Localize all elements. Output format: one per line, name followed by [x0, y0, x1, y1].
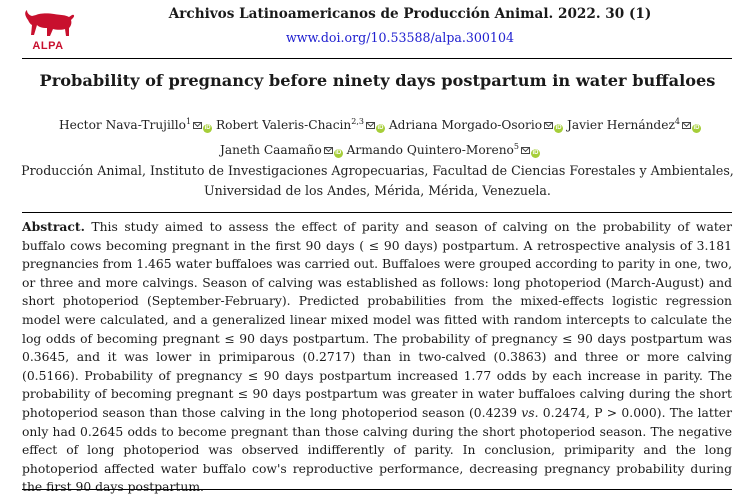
journal-title: Archivos Latinoamericanos de Producción Animal. 2022. 30 (1): [168, 6, 652, 22]
orcid-icon[interactable]: iD: [532, 150, 539, 157]
author-name: Adriana Morgado-Osorio: [388, 118, 543, 133]
abstract-text-part-2: 0.2474, P > 0.000). The latter only had 0.2645 odds to become pregnant than those calving during the short photoperiod season. The negative effect of long photoperiod was observed indifferently of parity. In conclusion, primiparity and the long photoperiod affected water buffalo cow's reproductive performance, decreasing pregnancy probability during the first 90 days postpartum.: [22, 405, 733, 495]
author: [216, 118, 385, 132]
paper-title: Probability of pregnancy before ninety days postpartum in water buffaloes: [39, 71, 716, 90]
mail-icon[interactable]: [366, 122, 375, 129]
author: [59, 118, 212, 132]
abstract-top-rule: [22, 212, 732, 213]
mail-icon[interactable]: [544, 122, 553, 129]
affiliation-marker: 5: [513, 142, 519, 152]
orcid-icon[interactable]: iD: [335, 150, 342, 157]
logo-text: ALPA: [32, 40, 64, 52]
author-name: Janeth Caamaño: [219, 143, 322, 158]
author-name: Robert Valeris-Chacin: [215, 118, 352, 133]
author-list: [40, 111, 720, 161]
author: [347, 143, 540, 157]
mail-icon[interactable]: [193, 122, 202, 129]
author-name: Hector Nava-Trujillo: [59, 118, 186, 133]
orcid-icon[interactable]: iD: [555, 125, 562, 132]
doi-link[interactable]: www.doi.org/10.53588/alpa.300104: [286, 30, 514, 45]
abstract-label: Abstract.: [22, 219, 85, 234]
abstract-text-part-1: This study aimed to assess the effect of parity and season of calving on the probability of water buffalo cows becoming pregnant in the first 90 days ( ≤ 90 days) postpartum. A retrospective analysis of 3.181 pregnancies from 1.465 water buffaloes was carried out. Buffaloes were grouped according to parity in one, two, or three and more calvings. Season of calving was established as follows: long photoperiod (March-August) and short photoperiod (September-February). Predicted probabilities from the mixed-effects logistic regression model were calculated, and a generalized linear mixed model was fitted with random intercepts to calculate the log odds of becoming pregnant ≤ 90 days postpartum. The probability of pregnancy ≤ 90 days postpartum was 0.3645, and it was lower in primiparous (0.2717) than in two-calved (0.3863) and three or more calving (0.5166). Probability of pregnancy ≤ 90 days postpartum increased 1.77 odds by each increase in parity. The probability of becoming pregnant ≤ 90 days postpartum was greater in water buffaloes calving during the short photoperiod season than those calving in the long photoperiod season (0.4239: [22, 220, 732, 420]
affiliation-marker: 2,3: [351, 117, 364, 126]
affiliation-marker: 1: [186, 117, 192, 126]
orcid-icon[interactable]: iD: [204, 125, 211, 132]
author: [389, 118, 563, 132]
author-name: Javier Hernández: [566, 118, 675, 133]
orcid-icon[interactable]: iD: [693, 125, 700, 132]
alpa-logo: [22, 6, 92, 52]
author: [567, 118, 701, 132]
author-name: Armando Quintero-Moreno: [346, 143, 514, 158]
orcid-icon[interactable]: iD: [377, 125, 384, 132]
author: [220, 143, 343, 157]
mail-icon[interactable]: [521, 147, 530, 154]
mail-icon[interactable]: [324, 147, 333, 154]
bull-icon: [22, 6, 78, 40]
mail-icon[interactable]: [682, 122, 691, 129]
abstract: [22, 218, 732, 497]
abstract-bottom-rule: [22, 489, 732, 490]
affiliation-marker: 4: [674, 117, 680, 126]
abstract-vs: vs.: [521, 405, 539, 420]
affiliation: Producción Animal, Instituto de Investigaciones Agropecuarias, Facultad de Ciencias Forestales y Ambientales, Universidad de los Andes, Mérida, Mérida, Venezuela.: [21, 163, 734, 198]
journal-header: [0, 0, 755, 60]
top-rule: [22, 58, 732, 59]
